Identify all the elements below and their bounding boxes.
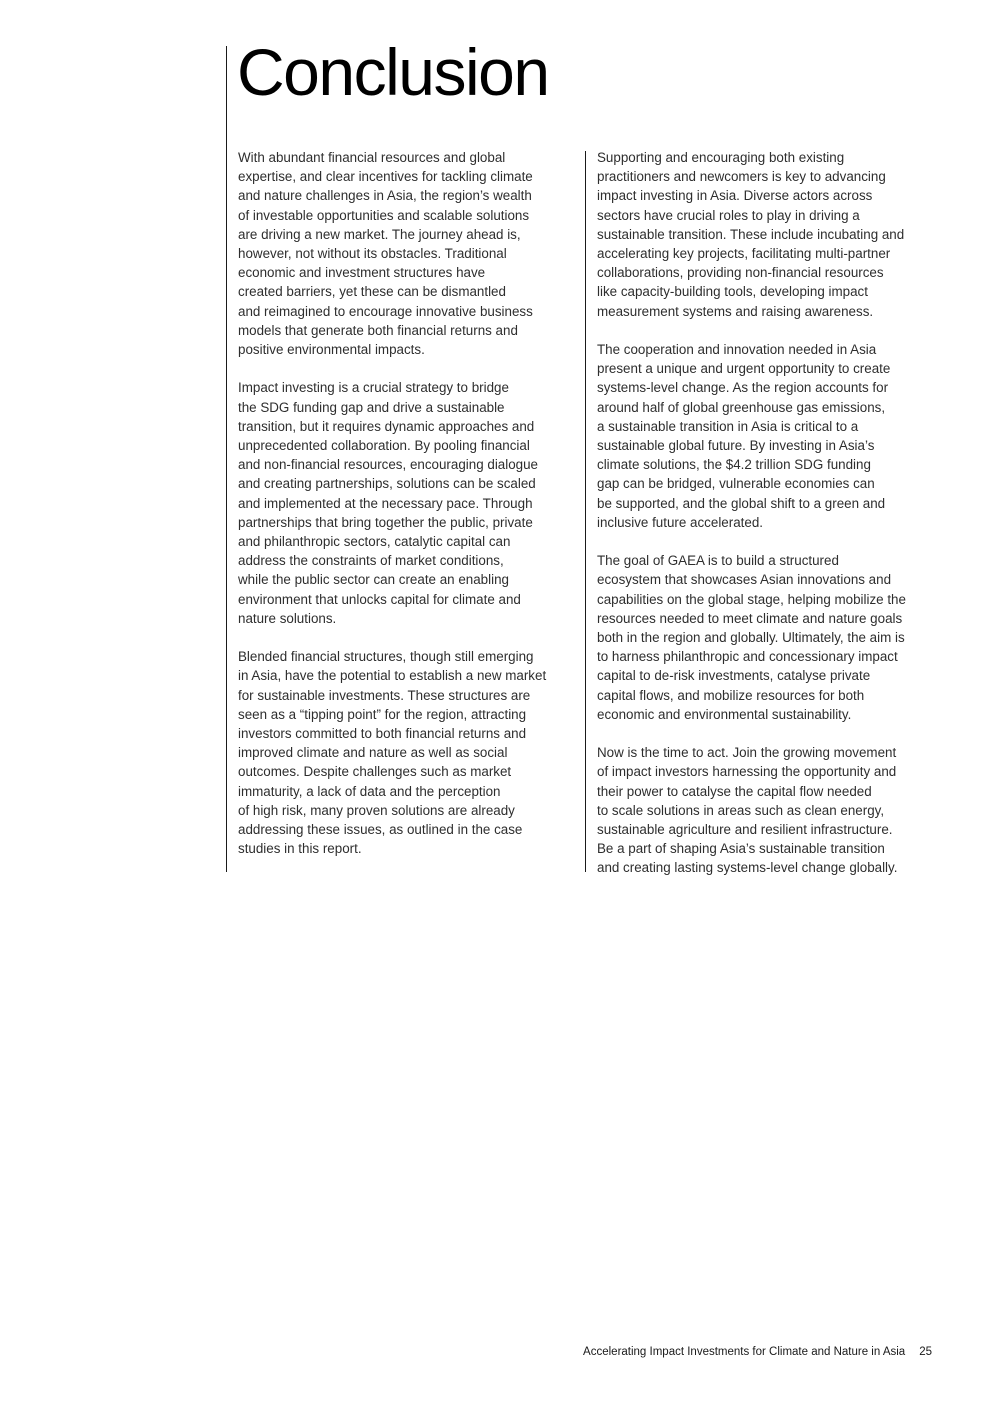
- text-line: Impact investing is a crucial strategy to bridge: [238, 380, 509, 396]
- text-line: to harness philanthropic and concessionary impact: [597, 649, 898, 665]
- text-line: sustainable agriculture and resilient infrastructure.: [597, 822, 893, 838]
- text-line: sustainable global future. By investing in Asia’s: [597, 438, 875, 454]
- text-line: expertise, and clear incentives for tackling climate: [238, 169, 533, 185]
- text-line: of high risk, many proven solutions are already: [238, 802, 515, 818]
- text-line: a sustainable transition in Asia is critical to a: [597, 418, 859, 434]
- text-line: created barriers, yet these can be dismantled: [238, 284, 506, 300]
- text-line: practitioners and newcomers is key to advancing: [597, 169, 886, 185]
- text-line: immaturity, a lack of data and the perception: [238, 783, 501, 799]
- text-line: Be a part of shaping Asia’s sustainable transition: [597, 841, 885, 857]
- text-line: while the public sector can create an enabling: [238, 572, 509, 588]
- text-line: climate solutions, the $4.2 trillion SDG funding: [597, 457, 871, 473]
- text-line: and creating partnerships, solutions can be scaled: [238, 476, 536, 492]
- text-line: inclusive future accelerated.: [597, 514, 763, 530]
- text-line: and implemented at the necessary pace. Through: [238, 495, 533, 511]
- text-line: present a unique and urgent opportunity to create: [597, 361, 891, 377]
- text-line: however, not without its obstacles. Traditional: [238, 246, 507, 262]
- paragraph: [238, 378, 578, 628]
- text-line: be supported, and the global shift to a green and: [597, 495, 886, 511]
- paragraph: [597, 340, 939, 532]
- text-line: capital flows, and mobilize resources for both: [597, 687, 865, 703]
- text-line: sustainable transition. These include incubating and: [597, 226, 905, 242]
- text-line: investors committed to both financial returns and: [238, 726, 527, 742]
- text-line: addressing these issues, as outlined in the case: [238, 822, 523, 838]
- text-line: economic and investment structures have: [238, 265, 486, 281]
- text-line: the SDG funding gap and drive a sustainable: [238, 399, 505, 415]
- text-line: accelerating key projects, facilitating multi-partner: [597, 246, 891, 262]
- text-line: gap can be bridged, vulnerable economies can: [597, 476, 875, 492]
- text-line: Blended financial structures, though still emerging: [238, 649, 534, 665]
- page-footer: [583, 1346, 932, 1358]
- text-line: environment that unlocks capital for climate and: [238, 591, 521, 607]
- left-text-column: [238, 148, 578, 858]
- text-line: of impact investors harnessing the opportunity and: [597, 764, 897, 780]
- text-line: economic and environmental sustainability.: [597, 706, 852, 722]
- text-line: The cooperation and innovation needed in Asia: [597, 342, 877, 358]
- text-line: sectors have crucial roles to play in driving a: [597, 207, 860, 223]
- page-title: Conclusion: [237, 35, 549, 109]
- paragraph: [597, 743, 939, 877]
- text-line: and philanthropic sectors, catalytic capital can: [238, 534, 511, 550]
- text-line: and creating lasting systems-level change globally.: [597, 860, 898, 876]
- text-line: studies in this report.: [238, 841, 362, 857]
- text-line: for sustainable investments. These structures are: [238, 687, 531, 703]
- text-line: are driving a new market. The journey ahead is,: [238, 226, 521, 242]
- left-vertical-rule: [226, 46, 227, 872]
- page-number: 25: [919, 1346, 932, 1358]
- text-line: impact investing in Asia. Diverse actors across: [597, 188, 873, 204]
- paragraph: [238, 647, 578, 858]
- text-line: around half of global greenhouse gas emissions,: [597, 399, 886, 415]
- text-line: like capacity-building tools, developing impact: [597, 284, 868, 300]
- text-line: capabilities on the global stage, helping mobilize the: [597, 591, 906, 607]
- text-line: nature solutions.: [238, 610, 337, 626]
- text-line: in Asia, have the potential to establish a new market: [238, 668, 547, 684]
- text-line: capital to de-risk investments, catalyse private: [597, 668, 871, 684]
- footer-report-title: Accelerating Impact Investments for Climate and Nature in Asia: [583, 1346, 906, 1358]
- text-line: systems-level change. As the region accounts for: [597, 380, 889, 396]
- text-line: their power to catalyse the capital flow needed: [597, 783, 872, 799]
- text-line: to scale solutions in areas such as clean energy,: [597, 802, 885, 818]
- text-line: and non-financial resources, encouraging dialogue: [238, 457, 539, 473]
- text-line: improved climate and nature as well as social: [238, 745, 508, 761]
- text-line: Now is the time to act. Join the growing movement: [597, 745, 897, 761]
- text-line: unprecedented collaboration. By pooling financial: [238, 438, 530, 454]
- text-line: measurement systems and raising awareness.: [597, 303, 874, 319]
- text-line: positive environmental impacts.: [238, 342, 425, 358]
- text-line: seen as a “tipping point” for the region, attracting: [238, 706, 527, 722]
- column-divider-rule: [585, 151, 586, 872]
- text-line: collaborations, providing non-financial resources: [597, 265, 884, 281]
- text-line: ecosystem that showcases Asian innovations and: [597, 572, 892, 588]
- text-line: outcomes. Despite challenges such as market: [238, 764, 512, 780]
- text-line: both in the region and globally. Ultimately, the aim is: [597, 630, 905, 646]
- text-line: With abundant financial resources and global: [238, 150, 506, 165]
- text-line: The goal of GAEA is to build a structured: [597, 553, 839, 569]
- text-line: transition, but it requires dynamic approaches and: [238, 418, 535, 434]
- text-line: of investable opportunities and scalable solutions: [238, 207, 530, 223]
- text-line: and nature challenges in Asia, the region’s wealth: [238, 188, 532, 204]
- text-line: Supporting and encouraging both existing: [597, 150, 845, 165]
- text-line: address the constraints of market conditions,: [238, 553, 504, 569]
- right-text-column: [597, 148, 939, 878]
- text-line: models that generate both financial returns and: [238, 322, 518, 338]
- paragraph: [238, 148, 578, 359]
- text-line: and reimagined to encourage innovative business: [238, 303, 533, 319]
- paragraph: [597, 148, 939, 321]
- paragraph: [597, 551, 939, 724]
- text-line: partnerships that bring together the public, private: [238, 514, 533, 530]
- text-line: resources needed to meet climate and nature goals: [597, 610, 903, 626]
